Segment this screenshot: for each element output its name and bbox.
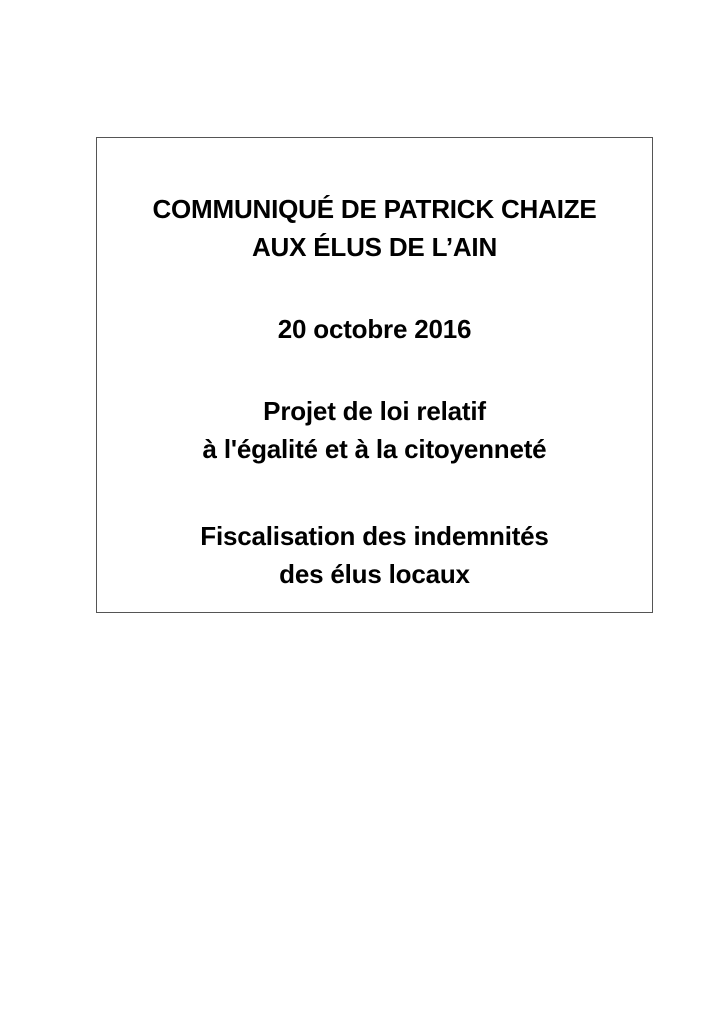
bill-line-1: Projet de loi relatif <box>263 396 486 426</box>
cover-box <box>96 137 653 613</box>
bill-title <box>97 392 652 468</box>
topic-line-2: des élus locaux <box>279 559 470 589</box>
communique-title <box>97 190 652 266</box>
communique-date <box>97 310 652 348</box>
topic-title <box>97 517 652 593</box>
title-line-2: AUX ÉLUS DE L’AIN <box>251 232 498 262</box>
bill-line-2: à l'égalité et à la citoyenneté <box>202 434 547 464</box>
title-line-1: COMMUNIQUÉ DE PATRICK CHAIZE <box>152 194 597 224</box>
date-text: 20 octobre 2016 <box>277 314 472 344</box>
topic-line-1: Fiscalisation des indemnités <box>200 521 549 551</box>
